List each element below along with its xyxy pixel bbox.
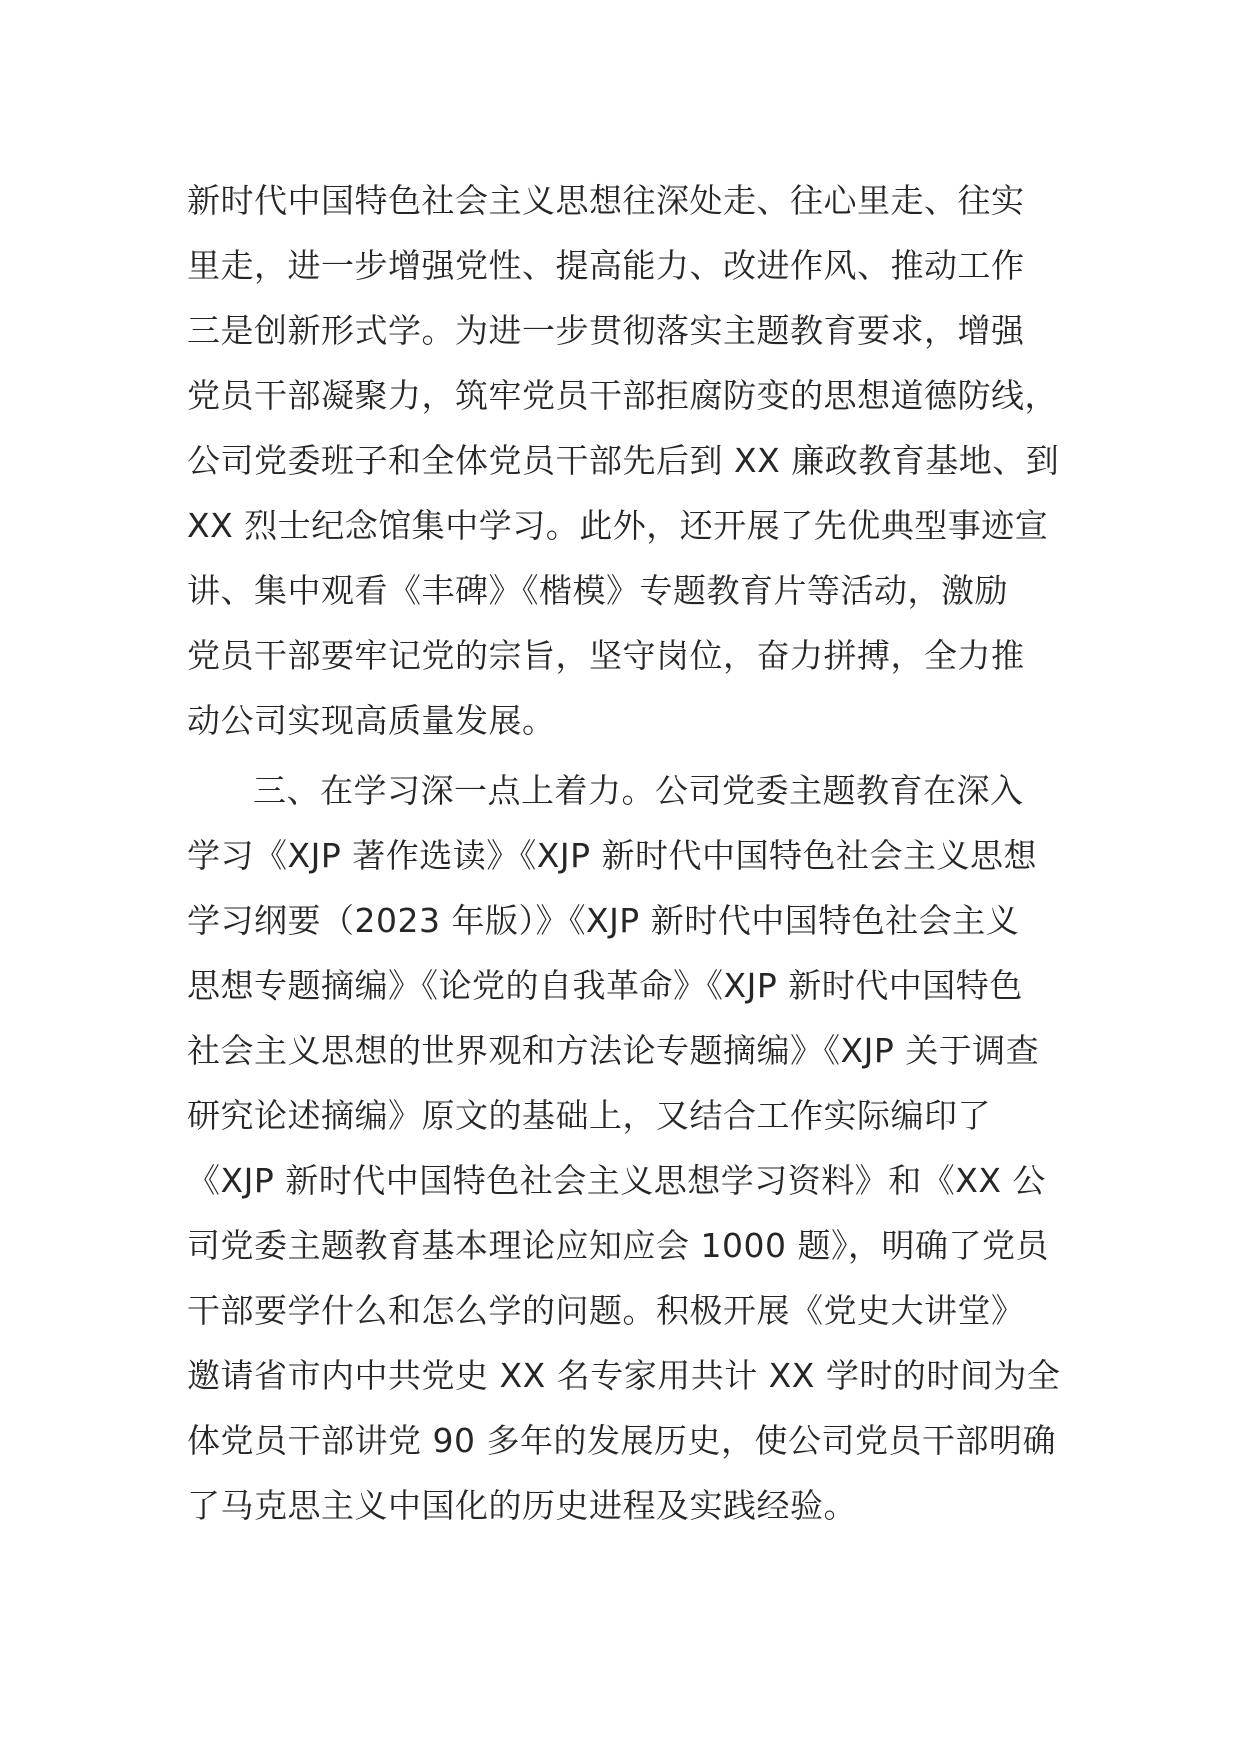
text-line: 干部要学什么和怎么学的问题。积极开展《党史大讲堂》 [187,1291,1025,1330]
text-line: 动公司实现高质量发展。 [187,701,556,740]
text-line: 公司党委班子和全体党员干部先后到 XX 廉政教育基地、到 [187,441,1060,480]
text-line: 讲、集中观看《丰碑》《楷模》专题教育片等活动，激励 [187,571,1008,610]
text-line: 社会主义思想的世界观和方法论专题摘编》《XJP 关于调查 [187,1031,1040,1070]
text-line: 司党委主题教育基本理论应知应会 1000 题》，明确了党员 [187,1226,1049,1265]
paragraph-1 [187,168,1059,753]
document-body [187,168,1059,1538]
paragraph-2 [187,758,1059,1538]
text-line: 了马克思主义中国化的历史进程及实践经验。 [187,1486,857,1525]
text-line: 党员干部凝聚力，筑牢党员干部拒腐防变的思想道德防线， [187,376,1058,415]
text-line: 体党员干部讲党 90 多年的发展历史，使公司党员干部明确 [187,1421,1056,1460]
text-line: 新时代中国特色社会主义思想往深处走、往心里走、往实 [187,181,1025,220]
text-line: 三是创新形式学。为进一步贯彻落实主题教育要求，增强 [187,311,1025,350]
text-line: 学习《XJP 著作选读》《XJP 新时代中国特色社会主义思想 [187,836,1037,875]
text-line: 邀请省市内中共党史 XX 名专家用共计 XX 学时的时间为全 [187,1356,1061,1395]
text-line: 学习纲要（2023 年版）》《XJP 新时代中国特色社会主义 [187,901,1020,940]
text-line: 党员干部要牢记党的宗旨，坚守岗位，奋力拼搏，全力推 [187,636,1025,675]
text-line: 里走，进一步增强党性、提高能力、改进作风、推动工作 [187,246,1025,285]
text-line: 研究论述摘编》原文的基础上，又结合工作实际编印了 [187,1096,991,1135]
text-line: 思想专题摘编》《论党的自我革命》《XJP 新时代中国特色 [187,966,1023,1005]
text-line: 《XJP 新时代中国特色社会主义思想学习资料》和《XX 公 [187,1161,1046,1200]
text-line: 三、在学习深一点上着力。公司党委主题教育在深入 [253,771,1024,810]
text-line: XX 烈士纪念馆集中学习。此外，还开展了先优典型事迹宣 [187,506,1049,545]
